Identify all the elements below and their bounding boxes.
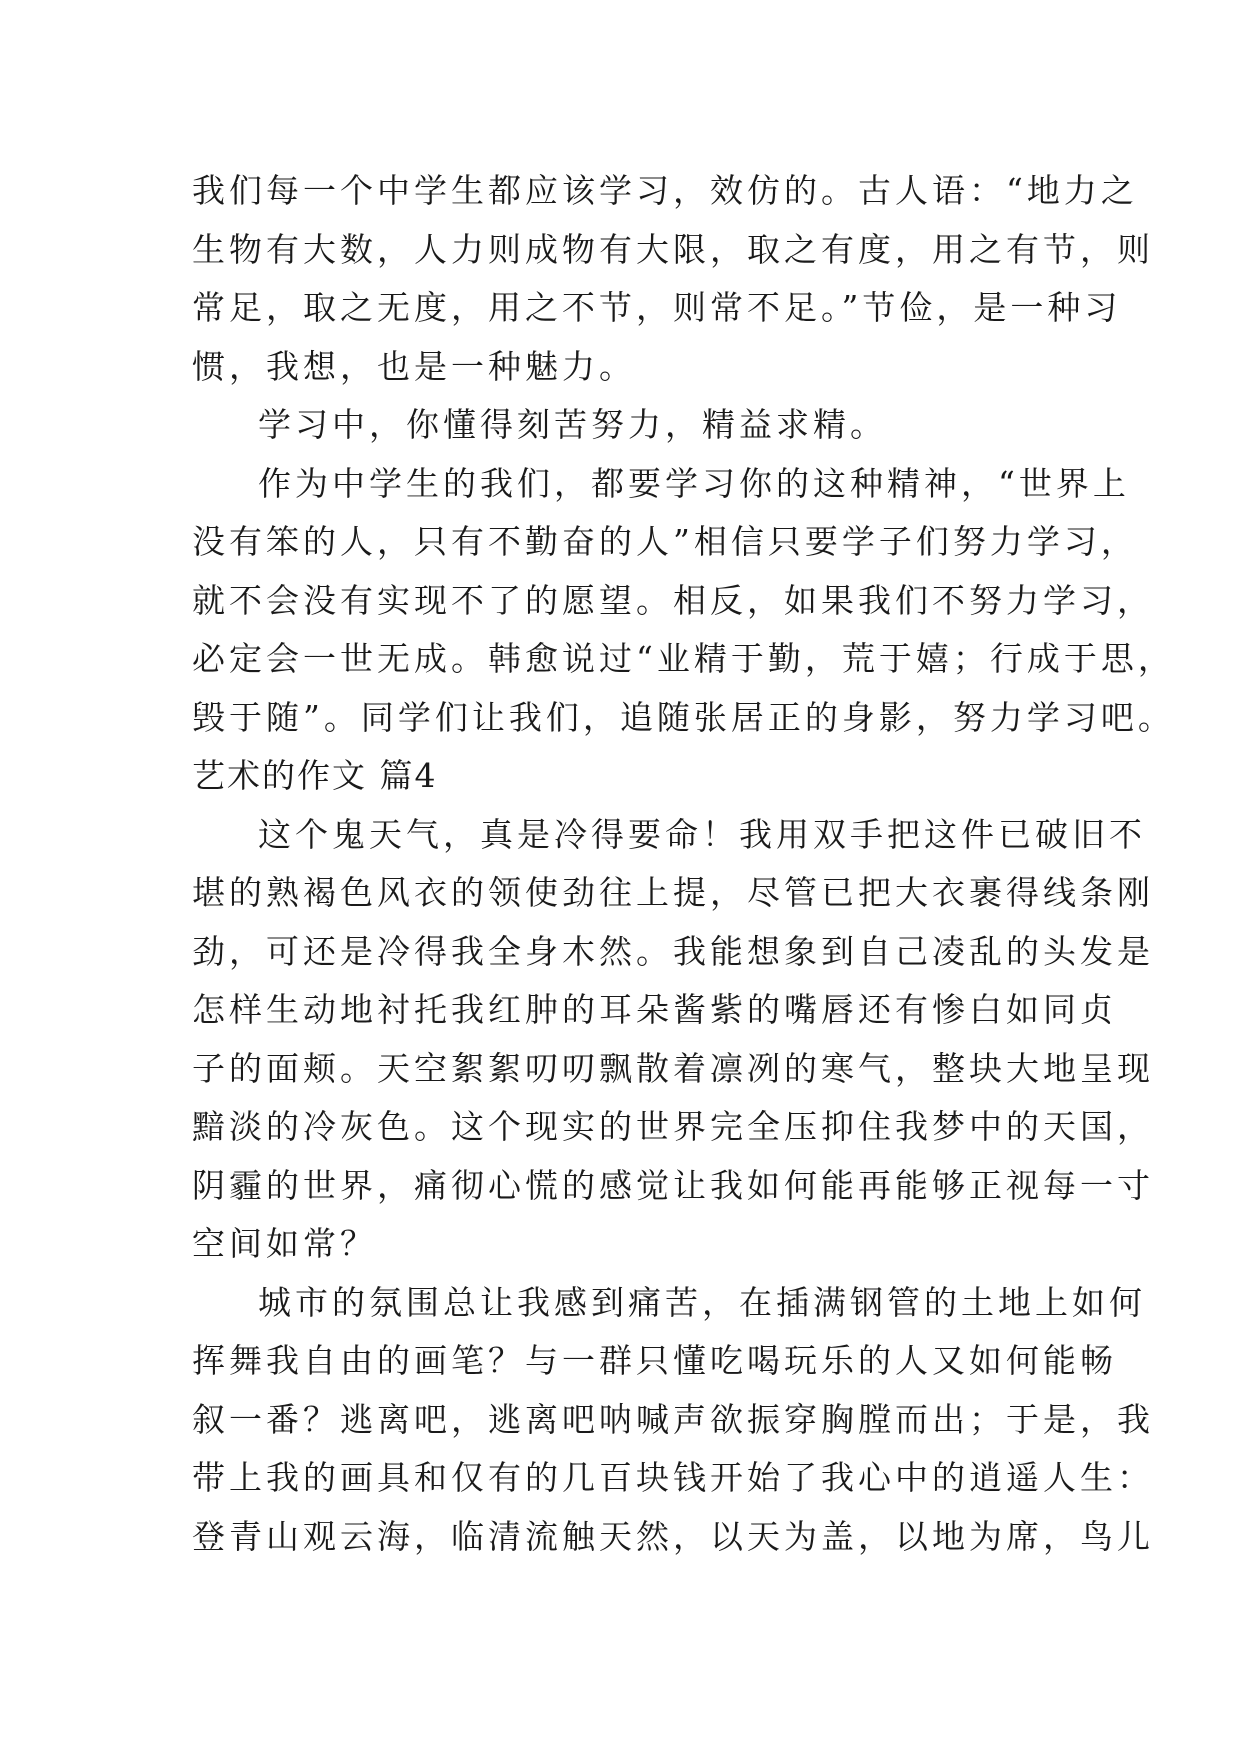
text-line: 黯淡的冷灰色。这个现实的世界完全压抑住我梦中的天国， (192, 1107, 1154, 1146)
text-line: 堪的熟褐色风衣的领使劲往上提，尽管已把大衣裹得线条刚 (192, 873, 1154, 912)
text-line: 劲，可还是冷得我全身木然。我能想象到自己凌乱的头发是 (192, 931, 1154, 971)
text-line: 学习中，你懂得刻苦努力，精益求精。 (258, 405, 887, 444)
text-line: 挥舞我自由的画笔？与一群只懂吃喝玩乐的人又如何能畅 (192, 1341, 1117, 1380)
text-line: 怎样生动地衬托我红肿的耳朵酱紫的嘴唇还有惨白如同贞 (192, 990, 1117, 1029)
text-line: 子的面颊。天空絮絮叨叨飘散着凛冽的寒气，整块大地呈现 (192, 1048, 1154, 1088)
text-line: 生物有大数，人力则成物有大限，取之有度，用之有节，则 (192, 229, 1154, 269)
text-line: 叙一番？逃离吧，逃离吧呐喊声欲振穿胸膛而出；于是，我 (192, 1399, 1154, 1439)
text-line: 城市的氛围总让我感到痛苦，在插满钢管的土地上如何 (258, 1282, 1146, 1322)
text-line: 空间如常？ (192, 1224, 377, 1263)
text-line: 这个鬼天气，真是冷得要命！我用双手把这件已破旧不 (258, 814, 1146, 854)
text-line: 阴霾的世界，痛彻心慌的感觉让我如何能再能够正视每一寸 (192, 1165, 1154, 1205)
text-line: 作为中学生的我们，都要学习你的这种精神，“世界上 (258, 463, 1130, 503)
text-line: 常足，取之无度，用之不节，则常不足。”节俭，是一种习 (192, 288, 1122, 327)
text-line: 登青山观云海，临清流触天然，以天为盖，以地为席，鸟儿 (192, 1516, 1154, 1556)
text-line: 我们每一个中学生都应该学习，效仿的。古人语：“地力之 (192, 171, 1138, 210)
text-line: 带上我的画具和仅有的几百块钱开始了我心中的逍遥人生： (192, 1458, 1154, 1497)
text-line: 毁于随”。同学们让我们，追随张居正的身影，努力学习吧。 (192, 697, 1175, 737)
text-line: 必定会一世无成。韩愈说过“业精于勤，荒于嬉；行成于思， (192, 639, 1175, 678)
text-line: 就不会没有实现不了的愿望。相反，如果我们不努力学习， (192, 580, 1154, 620)
body-text (192, 162, 1175, 1566)
text-line: 惯，我想，也是一种魅力。 (192, 346, 636, 386)
text-line: 没有笨的人，只有不勤奋的人”相信只要学子们努力学习， (192, 522, 1138, 561)
section-heading: 艺术的作文 篇4 (192, 756, 438, 795)
